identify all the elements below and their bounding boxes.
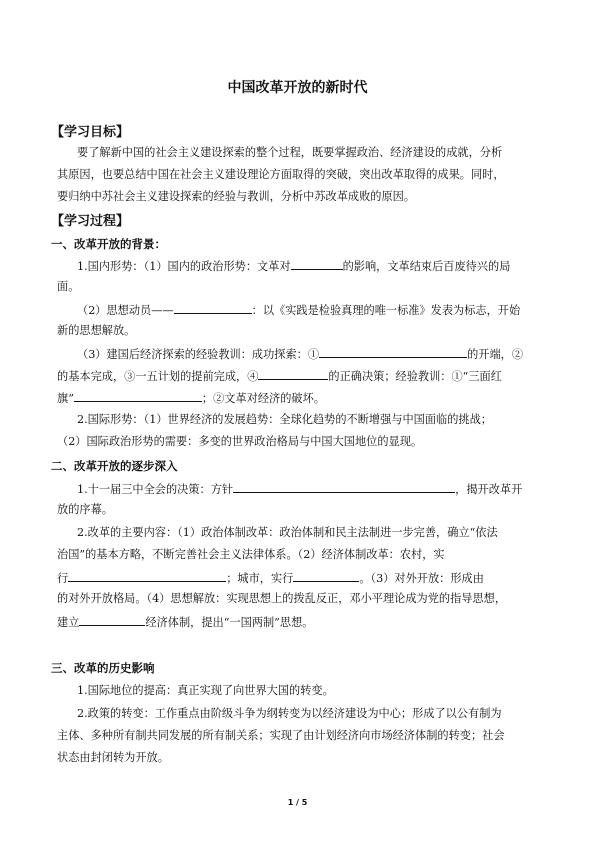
process-heading: 【学习过程】 — [51, 214, 130, 229]
bg-intl-line-2: （2）国际政治形势的需要：多变的世界政治格局与中国大国地位的显现。 — [57, 435, 423, 448]
blank-8[interactable] — [293, 570, 359, 582]
bg-domestic-line: 1.国内形势：（1）国内的政治形势：文革对 的影响，文革结束后百废待兴的局 — [77, 260, 511, 273]
bg-domestic-line-2: 面。 — [57, 280, 80, 293]
bg-thought-line-2: 新的思想解放。 — [57, 324, 136, 337]
blank-2[interactable] — [174, 302, 252, 314]
blank-7[interactable] — [68, 570, 226, 582]
reform-content-line-5: 建立 经济体制，提出“一国两制”思想。 — [57, 616, 314, 629]
bg-intl-line-1: 2.国际形势：（1）世界经济的发展趋势：全球化趋势的不断增强与中国面临的挑战； — [77, 413, 492, 426]
third-plenum-line: 1.十一届三中全会的决策：方针 ，揭开改革开 — [77, 483, 523, 496]
objectives-heading: 【学习目标】 — [51, 125, 130, 140]
blank-1[interactable] — [291, 258, 343, 270]
blank-5[interactable] — [74, 390, 202, 402]
impact-line-4: 状态由封闭转为开放。 — [57, 751, 169, 764]
page-title: 中国改革开放的新时代 — [227, 80, 368, 96]
third-plenum-line-2: 放的序幕。 — [57, 503, 113, 516]
reform-content-line-2: 治国”的基本方略，不断完善社会主义法律体系。（2）经济体制改革：农村，实 — [57, 548, 445, 561]
section-2-heading: 二、改革开放的逐步深入 — [51, 459, 178, 473]
objectives-line-1: 要了解新中国的社会主义建设探索的整个过程，既要掌握政治、经济建设的成就，分析 — [77, 146, 503, 159]
bg-econ-line-2: 的基本完成，③一五计划的提前完成，④ 的正确决策；经验教训：①“三面红 — [57, 370, 502, 383]
blank-4[interactable] — [258, 368, 328, 380]
blank-6[interactable] — [233, 481, 455, 493]
bg-econ-line-1: （3）建国后经济探索的经验教训：成功探索：① 的开端，② — [77, 348, 524, 361]
objectives-line-2: 其原因，也要总结中国在社会主义建设理论方面取得的突破，突出改革取得的成果。同时， — [57, 168, 505, 181]
reform-content-line-1: 2.改革的主要内容：（1）政治体制改革：政治体制和民主法制进一步完善，确立“依法 — [77, 526, 498, 539]
blank-9[interactable] — [79, 614, 145, 626]
page-number: 1 / 5 — [287, 798, 308, 807]
blank-3[interactable] — [319, 346, 467, 358]
impact-line-2: 2.政策的转变：工作重点由阶级斗争为纲转变为以经济建设为中心；形成了以公有制为 — [77, 707, 502, 720]
objectives-line-3: 要归纳中苏社会主义建设探索的经验与教训，分析中苏改革成败的原因。 — [57, 190, 416, 203]
section-3-heading: 三、改革的历史影响 — [51, 661, 155, 675]
section-1-heading: 一、改革开放的背景： — [51, 237, 166, 251]
impact-line-3: 主体、多种所有制共同发展的所有制关系；实现了由计划经济向市场经济体制的转变；社会 — [57, 729, 505, 742]
reform-content-line-3: 行 ；城市，实行 。（3）对外开放：形成由 — [57, 572, 484, 585]
bg-econ-line-3: 旗” ；②文革对经济的破坏。 — [57, 392, 325, 405]
impact-line-1: 1.国际地位的提高：真正实现了向世界大国的转变。 — [77, 684, 334, 697]
reform-content-line-4: 的对外开放格局。（4）思想解放：实现思想上的拨乱反正，邓小平理论成为党的指导思想， — [57, 592, 507, 605]
bg-thought-line: （2）思想动员—— ：以《实践是检验真理的唯一标准》发表为标志，开始 — [77, 304, 521, 317]
